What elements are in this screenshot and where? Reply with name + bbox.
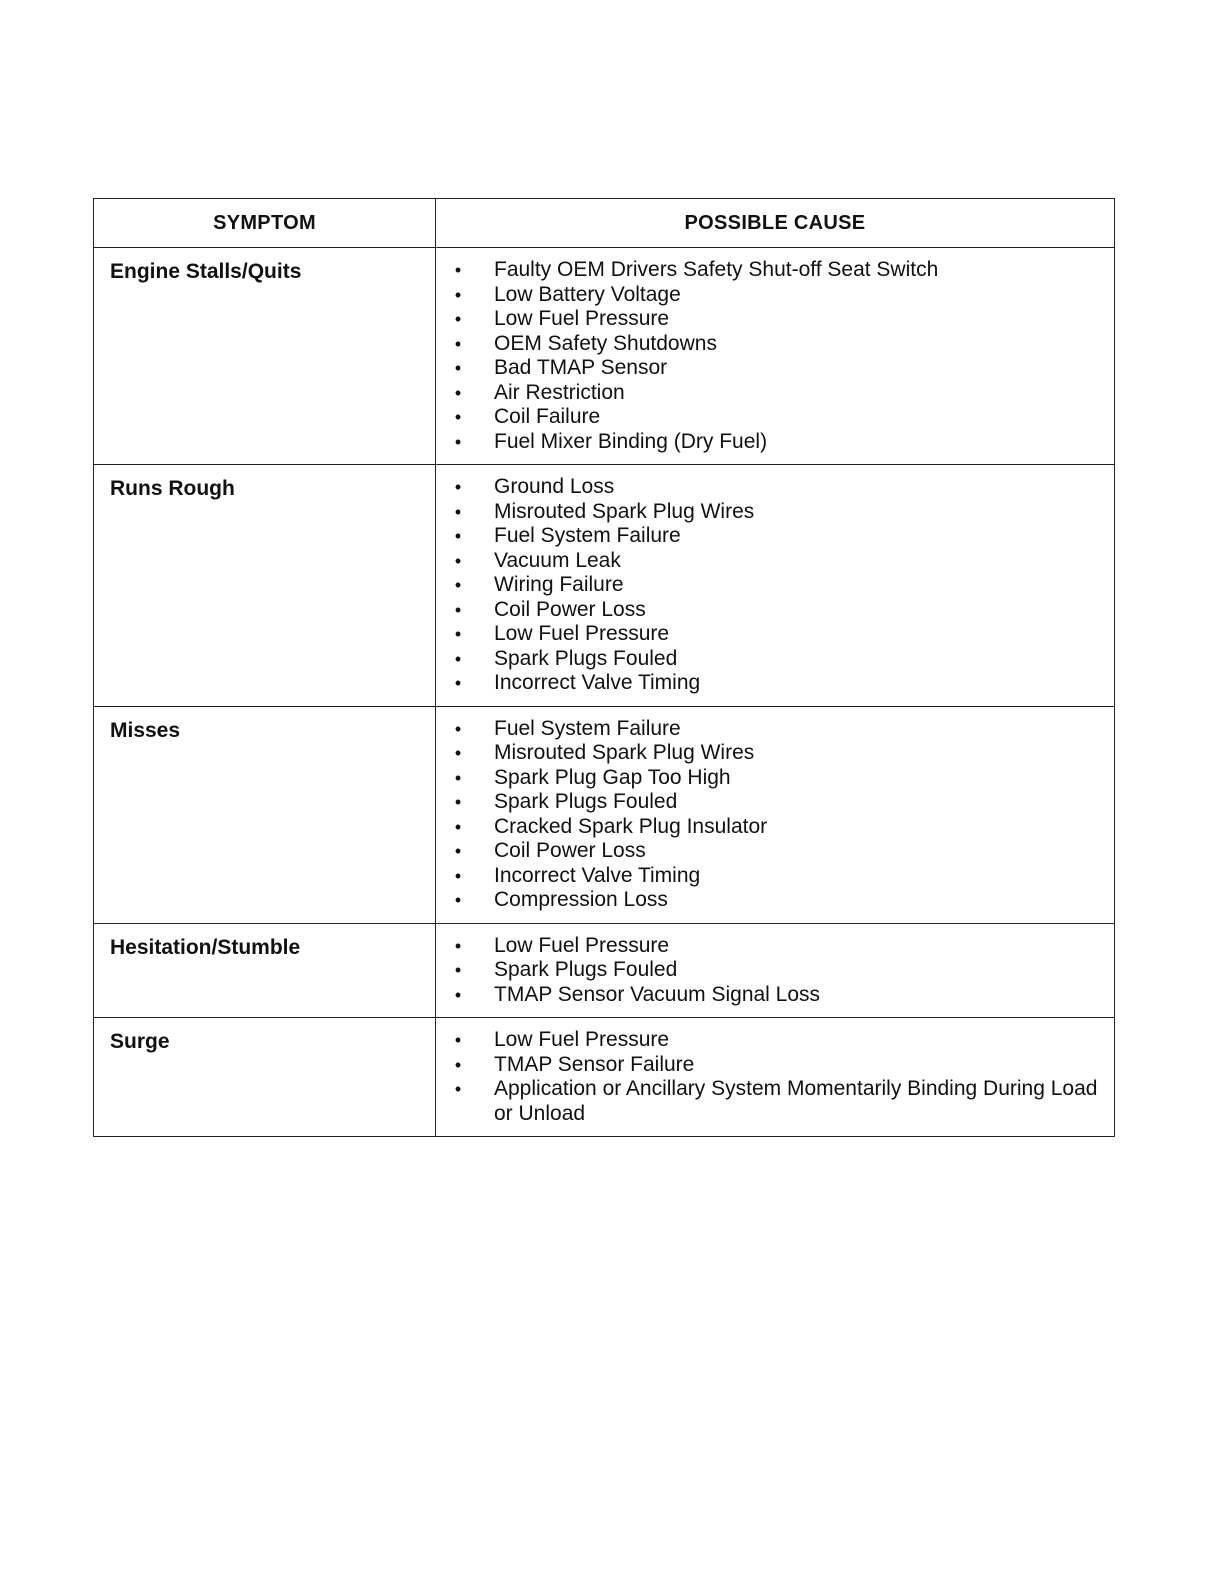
symptom-cell: Surge: [94, 1018, 436, 1137]
list-item: [452, 741, 1098, 766]
cause-list: [452, 934, 1098, 1008]
list-item: [452, 307, 1098, 332]
bullet-icon: •: [454, 767, 462, 788]
cause-text: Misrouted Spark Plug Wires: [494, 741, 755, 764]
possible-cause-cell: [436, 248, 1115, 465]
possible-cause-cell: [436, 923, 1115, 1018]
list-item: [452, 475, 1098, 500]
table-body: [94, 248, 1115, 1137]
cause-text: Compression Loss: [494, 888, 668, 911]
possible-cause-cell: [436, 706, 1115, 923]
cause-text: Fuel System Failure: [494, 716, 681, 740]
list-item: [452, 717, 1098, 742]
bullet-icon: •: [454, 599, 462, 620]
cause-text: Air Restriction: [494, 380, 625, 404]
cause-list: [452, 717, 1098, 913]
bullet-icon: •: [454, 841, 462, 861]
cause-list: [452, 475, 1098, 696]
list-item: [452, 1077, 1098, 1126]
list-item: [452, 405, 1098, 430]
bullet-icon: •: [454, 407, 462, 427]
bullet-icon: •: [454, 501, 462, 522]
cause-text: Low Fuel Pressure: [494, 622, 670, 645]
bullet-icon: •: [454, 816, 462, 837]
symptom-column-header: SYMPTOM: [94, 199, 436, 248]
cause-text: Coil Power Loss: [494, 839, 646, 862]
list-item: [452, 332, 1098, 357]
possible-cause-cell: [436, 465, 1115, 707]
list-item: [452, 598, 1098, 623]
symptom-cell: Runs Rough: [94, 465, 436, 707]
cause-text: Faulty OEM Drivers Safety Shut-off Seat Switch: [494, 258, 939, 281]
table-row: [94, 706, 1115, 923]
list-item: [452, 864, 1098, 889]
list-item: [452, 983, 1098, 1008]
bullet-icon: •: [454, 743, 462, 763]
list-item: [452, 934, 1098, 959]
list-item: [452, 839, 1098, 864]
bullet-icon: •: [454, 792, 462, 812]
cause-text: Fuel System Failure: [494, 524, 681, 547]
bullet-icon: •: [454, 284, 462, 305]
bullet-icon: •: [454, 1079, 462, 1099]
cause-text: Low Fuel Pressure: [494, 1028, 670, 1051]
table-header-row: [94, 199, 1115, 248]
cause-text: Fuel Mixer Binding (Dry Fuel): [494, 429, 768, 453]
list-item: [452, 647, 1098, 672]
list-item: [452, 790, 1098, 815]
cause-list: [452, 258, 1098, 454]
bullet-icon: •: [454, 673, 462, 693]
bullet-icon: •: [454, 358, 462, 378]
cause-text: Spark Plugs Fouled: [494, 958, 678, 981]
list-item: [452, 524, 1098, 549]
bullet-icon: •: [454, 382, 462, 403]
bullet-icon: •: [454, 550, 462, 571]
table-row: [94, 248, 1115, 465]
cause-text: Cracked Spark Plug Insulator: [494, 814, 768, 838]
list-item: [452, 958, 1098, 983]
list-item: [452, 573, 1098, 598]
list-item: [452, 622, 1098, 647]
list-item: [452, 888, 1098, 913]
cause-text: Spark Plugs Fouled: [494, 790, 678, 813]
symptom-cell: Misses: [94, 706, 436, 923]
symptom-cell: Engine Stalls/Quits: [94, 248, 436, 465]
bullet-icon: •: [454, 1030, 462, 1050]
troubleshooting-table: [93, 198, 1115, 1137]
bullet-icon: •: [454, 333, 462, 354]
cause-text: OEM Safety Shutdowns: [494, 331, 717, 355]
bullet-icon: •: [454, 477, 462, 497]
cause-list: [452, 1028, 1098, 1126]
bullet-icon: •: [454, 865, 462, 886]
cause-text: Vacuum Leak: [494, 548, 621, 572]
list-item: [452, 549, 1098, 574]
cause-text: Low Battery Voltage: [494, 282, 681, 306]
bullet-icon: •: [454, 260, 462, 280]
bullet-icon: •: [454, 890, 462, 910]
table-row: [94, 1018, 1115, 1137]
list-item: [452, 766, 1098, 791]
bullet-icon: •: [454, 624, 462, 644]
symptom-cell: Hesitation/Stumble: [94, 923, 436, 1018]
list-item: [452, 1028, 1098, 1053]
possible-cause-cell: [436, 1018, 1115, 1137]
cause-text: TMAP Sensor Failure: [494, 1052, 695, 1076]
table-row: [94, 923, 1115, 1018]
cause-text: Coil Power Loss: [494, 597, 646, 621]
cause-text: Low Fuel Pressure: [494, 933, 670, 957]
list-item: [452, 381, 1098, 406]
bullet-icon: •: [454, 960, 462, 980]
bullet-icon: •: [454, 648, 462, 669]
cause-text: Bad TMAP Sensor: [494, 356, 668, 379]
possible-cause-column-header: POSSIBLE CAUSE: [436, 199, 1115, 248]
list-item: [452, 500, 1098, 525]
cause-text: Incorrect Valve Timing: [494, 671, 701, 694]
list-item: [452, 815, 1098, 840]
bullet-icon: •: [454, 935, 462, 956]
list-item: [452, 430, 1098, 455]
list-item: [452, 1053, 1098, 1078]
bullet-icon: •: [454, 575, 462, 595]
cause-text: Ground Loss: [494, 475, 615, 498]
cause-text: Wiring Failure: [494, 573, 624, 596]
list-item: [452, 283, 1098, 308]
cause-text: Spark Plug Gap Too High: [494, 765, 731, 789]
cause-text: Coil Failure: [494, 405, 601, 428]
cause-text: TMAP Sensor Vacuum Signal Loss: [494, 982, 821, 1006]
bullet-icon: •: [454, 309, 462, 329]
cause-text: Incorrect Valve Timing: [494, 863, 701, 887]
bullet-icon: •: [454, 526, 462, 546]
bullet-icon: •: [454, 718, 462, 739]
cause-text: Misrouted Spark Plug Wires: [494, 499, 755, 523]
list-item: [452, 671, 1098, 696]
list-item: [452, 258, 1098, 283]
bullet-icon: •: [454, 1054, 462, 1075]
cause-text: Spark Plugs Fouled: [494, 646, 678, 670]
list-item: [452, 356, 1098, 381]
cause-text: Application or Ancillary System Momentarily Binding During Load or Unload: [494, 1077, 1098, 1125]
table-row: [94, 465, 1115, 707]
cause-text: Low Fuel Pressure: [494, 307, 670, 330]
bullet-icon: •: [454, 984, 462, 1005]
document-page: [93, 198, 1114, 1137]
bullet-icon: •: [454, 431, 462, 452]
